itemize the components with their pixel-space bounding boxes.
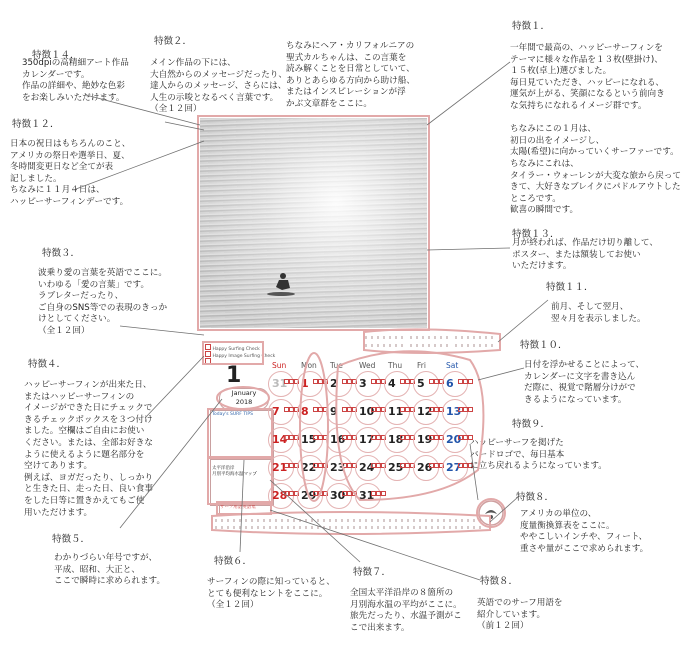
calendar-day: 22 — [301, 461, 317, 474]
f5-title: 特徴５． — [52, 534, 91, 545]
calendar-day: 21 — [272, 461, 288, 474]
calendar-day-circle — [297, 399, 323, 425]
f5-body: わかりづらい年号ですが、 平成、昭和、大正と、 ここで瞬時に求められます。 — [54, 553, 166, 587]
check-label-1: Happy Surfing Check — [205, 344, 260, 352]
f3-body: 波乗り愛の言葉を英語でここに。 いわゆる「愛の言葉」です。 ラブレターだったり、 ご自身のSNS等での表現のきっか けとしてください。 （全１２回） — [38, 268, 168, 336]
month-name: January — [231, 389, 257, 397]
f1-body: 一年間で最高の、ハッピーサーフィンを テーマに様々な作品を１３枚(壁掛け)、 １５枚(卓上)選びました。 毎日見ていただき、ハッピーになれる、 運気が上がる、笑顔になるという前向き な気持ちになれるイメージ群です。 ちなみにこの１月は、 初日の出をイメージし、 太陽(希望)に向かっていくサーファーです。 ちなみにこれは、 タイラー・ウォーレンが大変な旅から戻って きて、大好きなブレイクにパドルアウトした ところです。 歓喜の瞬間です。 — [510, 43, 681, 216]
calendar-day-circle — [384, 399, 410, 425]
check-label-3 — [205, 358, 211, 366]
main-photo — [200, 118, 427, 328]
bird-logo — [478, 500, 504, 526]
f11-title: 特徴１１． — [546, 282, 594, 293]
calendar-day: 19 — [417, 433, 433, 446]
calendar-day-circle — [413, 399, 439, 425]
f2-title: 特徴２． — [154, 36, 193, 47]
calendar-day: 27 — [446, 461, 462, 474]
calendar-day-circle — [442, 455, 468, 481]
weekday-header-thu: Thu — [388, 361, 403, 370]
check-label-2: Happy Image Surfing Check — [205, 351, 275, 359]
calendar-day: 8 — [301, 405, 309, 418]
f6-title: 特徴６． — [214, 556, 253, 567]
weekday-header-tue: Tue — [330, 361, 343, 370]
month-name-badge — [219, 388, 269, 410]
mini-month-prev — [365, 336, 405, 339]
weekday-header-sat: Sat — [446, 361, 459, 370]
calendar-day-circle — [326, 427, 352, 453]
day-checkbox[interactable] — [468, 407, 473, 412]
surf-words-title: サーフ用語英語集 — [220, 505, 256, 510]
f2-body: メイン作品の下には、 大自然からのメッセージだったり、 達人からのメッセージ、さらには、 人生の示唆となるべく言葉です。 （全１２回） — [150, 58, 287, 115]
f13-title: 特徴１３． — [512, 229, 560, 240]
calendar-day-circle — [413, 371, 439, 397]
calendar-day: 31 — [272, 377, 288, 390]
f10-title: 特徴１０． — [520, 340, 568, 351]
surf-words-box — [219, 503, 271, 515]
f4-title: 特徴４． — [28, 359, 67, 370]
calendar-day-circle — [297, 427, 323, 453]
weekday-header-sun: Sun — [272, 361, 287, 370]
f1-title: 特徴１． — [512, 21, 551, 32]
month-number: 1 — [226, 363, 242, 388]
calendar-day: 11 — [388, 405, 404, 418]
sea-temp-box — [210, 458, 274, 506]
calendar-day-circle — [355, 371, 381, 397]
calendar-day-circle — [355, 427, 381, 453]
day-checkbox[interactable] — [468, 379, 473, 384]
conversion-table-strip-2 — [215, 526, 485, 529]
top-center-body: ちなみにヘア・カリフォルニアの 聖式カルちゃんは、この言葉を 読み解くことを日常としていて、 ありとあらゆる方向から助け船、 またはインスピレーションが浮 かぶ文章群をここに。 — [286, 41, 415, 109]
calendar-day: 9 — [330, 405, 338, 418]
surfer-silhouette — [266, 270, 296, 300]
f11-body: 前月、そして翌月、 翌々月を表示しました。 — [551, 302, 646, 324]
f8a-body: アメリカの単位の、 度量衡換算表をここに。 ややこしいインチや、フィート、 重さや量がここで求められます。 — [520, 509, 649, 554]
f8b-body: 英語でのサーフ用語を 紹介しています。 （前１２回） — [477, 598, 563, 632]
mini-month-next — [410, 336, 450, 339]
f4-body: ハッピーサーフィンが出来た日、 またはハッピーサーフィンの イメージができた日にチェックで きるチェックボックスを３つ付け ました。空欄はご自由にお使い ください。または、全部お好きな ように使えるように題名部分を 空けてあります。 例えば、ヨガだったり、しっかり と生きた日、走った日、良い食事 をした日等に置きかえてもご使 用いただけます。 — [24, 380, 153, 518]
calendar-day: 30 — [330, 489, 346, 502]
calendar-day: 25 — [388, 461, 404, 474]
calendar-day-circle — [355, 455, 381, 481]
f9-title: 特徴９． — [512, 419, 551, 430]
calendar-day-circle — [268, 483, 294, 509]
calendar-day-circle — [413, 455, 439, 481]
calendar-day: 10 — [359, 405, 375, 418]
sea-temp-title: 太平洋沿岸 月別平均海水温マップ — [212, 466, 257, 477]
calendar-day: 26 — [417, 461, 433, 474]
calendar-day-circle — [326, 399, 352, 425]
calendar-day: 6 — [446, 377, 454, 390]
calendar-day-circle — [413, 427, 439, 453]
calendar-day: 23 — [330, 461, 346, 474]
calendar-day-circle — [326, 371, 352, 397]
calendar-day-circle — [384, 455, 410, 481]
calendar-day-circle — [268, 399, 294, 425]
f8b-title: 特徴８． — [480, 576, 519, 587]
mini-month-next2-2 — [455, 344, 495, 347]
calendar-day: 16 — [330, 433, 346, 446]
calendar-day: 5 — [417, 377, 425, 390]
conversion-outline — [212, 512, 490, 534]
conversion-table-strip — [215, 519, 485, 522]
calendar-day: 31 — [359, 489, 375, 502]
calendar-day: 15 — [301, 433, 317, 446]
calendar-day: 29 — [301, 489, 317, 502]
calendar-day: 4 — [388, 377, 396, 390]
calendar-day-circle — [268, 427, 294, 453]
f8a-title: 特徴８． — [516, 492, 555, 503]
mini-month-next2 — [455, 336, 495, 339]
mini-months-outline — [364, 329, 500, 353]
f14-title: 特徴１４． — [32, 50, 80, 61]
calendar-day: 1 — [301, 377, 309, 390]
calendar-day: 7 — [272, 405, 280, 418]
weekday-header-wed: Wed — [359, 361, 376, 370]
calendar-day-circle — [355, 399, 381, 425]
f7-title: 特徴７． — [353, 567, 392, 578]
calendar-day-circle — [384, 427, 410, 453]
f14-body: 350dpiの高精細アート作品 カレンダーです。 作品の詳細や、絶妙な色彩 をお楽しみいただけます。 — [22, 58, 129, 103]
f12-title: 特徴１２． — [12, 119, 60, 130]
weekday-header-fri: Fri — [417, 361, 426, 370]
calendar-day: 2 — [330, 377, 338, 390]
mini-month-prev-2 — [365, 344, 405, 347]
calendar-day-circle — [442, 371, 468, 397]
calendar-day: 18 — [388, 433, 404, 446]
calendar-day-circle — [297, 371, 323, 397]
year: 2018 — [235, 398, 253, 406]
calendar-day-circle — [442, 427, 468, 453]
calendar-day: 3 — [359, 377, 367, 390]
surf-tips-title: Today's SURF TIPS — [212, 412, 253, 417]
calendar-day-circle — [297, 455, 323, 481]
calendar-day: 28 — [272, 489, 288, 502]
calendar-day-circle — [268, 371, 294, 397]
calendar-day: 13 — [446, 405, 462, 418]
calendar-day-circle — [384, 371, 410, 397]
calendar-day-circle — [442, 399, 468, 425]
surf-tips-box — [210, 410, 274, 460]
calendar-day: 14 — [272, 433, 288, 446]
calendar-day-circle — [326, 455, 352, 481]
calendar-day: 17 — [359, 433, 375, 446]
calendar-day-circle — [297, 483, 323, 509]
calendar-day: 20 — [446, 433, 462, 446]
f7-body: 全国太平洋沿岸の８箇所の 月別海水温の平均がここに。 旅先だったり、水温予測がこ こで出来ます。 — [350, 588, 462, 633]
day-checkbox[interactable] — [381, 491, 386, 496]
calendar-day: 12 — [417, 405, 433, 418]
calendar-day-circle — [355, 483, 381, 509]
f9-body: ハッピーサーフを掲げた バードロゴで、毎日基本 に立ち戻れるようになっています。 — [470, 438, 607, 472]
calendar-day-circle — [326, 483, 352, 509]
f12-body: 日本の祝日はもちろんのこと、 アメリカの祭日や選挙日、夏、 冬時間変更日など全てが表 記しました。 ちなみに１１月４日は、 ハッピーサーフィンデーです。 — [10, 139, 131, 207]
f13-body: 月が終われば、作品だけ切り離して、 ポスター、または額装してお使い いただけます。 — [512, 238, 658, 272]
f6-body: サーフィンの際に知っていると、 とても便利なヒントをここに。 （全１２回） — [207, 577, 335, 611]
calendar-day: 24 — [359, 461, 375, 474]
f3-title: 特徴３． — [42, 248, 81, 259]
weekday-header-mon: Mon — [301, 361, 317, 370]
calendar-day-circle — [268, 455, 294, 481]
mini-month-next-2 — [410, 344, 450, 347]
f10-body: 日付を浮かせることによって、 カレンダーに文字を書き込ん だ際に、視覚で階層分けがで きるようになっています。 — [524, 360, 645, 405]
